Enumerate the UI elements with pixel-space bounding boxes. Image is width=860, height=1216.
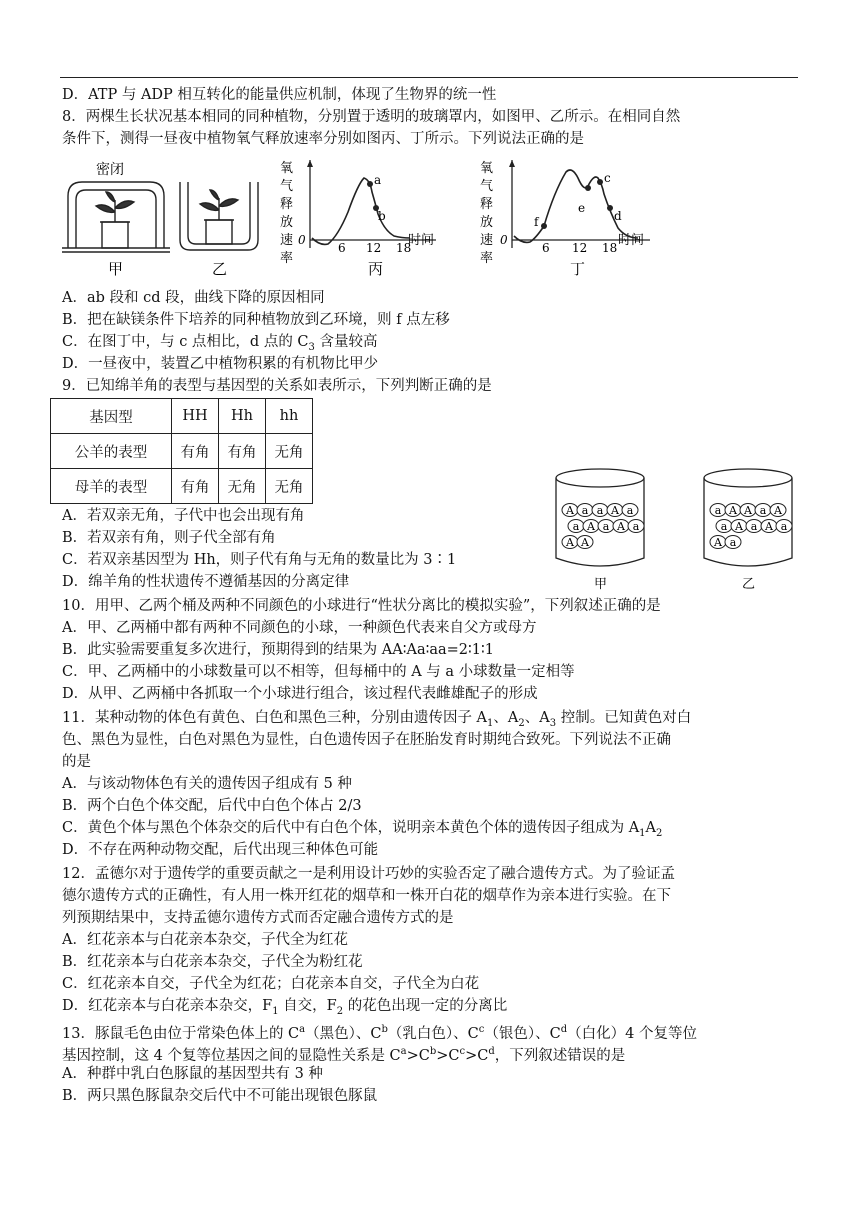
- q11-stem-line3: 的是: [62, 754, 91, 770]
- ball-label: a: [750, 520, 758, 533]
- graph-bing: [280, 160, 436, 278]
- q12-option-c: C．红花亲本自交，子代全为红花；白花亲本自交，子代全为白花: [62, 976, 480, 992]
- ball-label: A: [744, 504, 752, 517]
- ball-label: A: [581, 536, 589, 549]
- ball-label: A: [729, 504, 737, 517]
- q8-option-b: B．把在缺镁条件下培养的同种植物放到乙环境，则 f 点左移: [62, 312, 450, 328]
- table-row: 母羊的表型 有角 无角 无角: [51, 469, 313, 504]
- q10-stem: 10．用甲、乙两个桶及两种不同颜色的小球进行“性状分离比的模拟实验”，下列叙述正确的是: [62, 598, 661, 614]
- genotype-table: [50, 398, 313, 504]
- q9-stem: 9．已知绵羊角的表型与基因型的关系如表所示，下列判断正确的是: [62, 378, 492, 394]
- svg-text:释: 释: [480, 197, 494, 212]
- q9-option-b: B．若双亲有角，则子代全部有角: [62, 530, 276, 546]
- q9-option-c: C．若双亲基因型为 Hh，则子代有角与无角的数量比为 3∶1: [62, 552, 457, 568]
- q12-stem-line2: 德尔遗传方式的正确性，有人用一株开红花的烟草和一株开白花的烟草作为亲本进行实验。在下: [62, 888, 671, 904]
- sealed-label: 密闭: [96, 162, 124, 178]
- svg-text:时间: 时间: [618, 233, 645, 248]
- ball-label: a: [596, 504, 604, 517]
- q10-option-a: A．甲、乙两桶中都有两种不同颜色的小球，一种颜色代表来自父方或母方: [62, 620, 537, 636]
- svg-text:a: a: [374, 173, 382, 187]
- svg-text:18: 18: [602, 241, 618, 255]
- svg-text:氧: 氧: [480, 161, 494, 176]
- q8-option-c: C．在图丁中，与 c 点相比，d 点的 $C_3$ 含量较高: [62, 334, 378, 353]
- ball-label: a: [626, 504, 634, 517]
- svg-text:气: 气: [280, 179, 294, 194]
- balls-jia: [562, 504, 644, 550]
- svg-text:丙: 丙: [368, 260, 384, 278]
- ball-label: a: [759, 504, 767, 517]
- ball-label: a: [572, 520, 580, 533]
- ball-label: A: [587, 520, 595, 533]
- q10-option-b: B．此实验需要重复多次进行，预期得到的结果为 AA∶Aa∶aa=2∶1∶1: [62, 642, 495, 658]
- ball-label: a: [581, 504, 589, 517]
- svg-text:速: 速: [480, 233, 494, 248]
- q8-figure: [62, 152, 702, 284]
- graph-ding: [480, 160, 650, 278]
- q12-option-b: B．红花亲本与白花亲本杂交，子代全为粉红花: [62, 954, 363, 970]
- svg-text:放: 放: [480, 215, 494, 230]
- svg-text:0: 0: [500, 233, 508, 247]
- svg-text:0: 0: [298, 233, 306, 247]
- ball-label: a: [729, 536, 737, 549]
- q12-option-a: A．红花亲本与白花亲本杂交，子代全为红花: [62, 932, 348, 948]
- svg-text:氧: 氧: [280, 161, 294, 176]
- svg-text:放: 放: [280, 215, 294, 230]
- ball-label: a: [780, 520, 788, 533]
- svg-text:f: f: [534, 215, 539, 229]
- svg-text:率: 率: [280, 251, 294, 266]
- balls-yi: [710, 504, 792, 550]
- q11-stem-line2: 色、黑色为显性，白色对黑色为显性，白色遗传因子在胚胎发育时期纯合致死。下列说法不正确: [62, 732, 671, 748]
- q8-option-d: D．一昼夜中，装置乙中植物积累的有机物比甲少: [62, 356, 379, 372]
- header-rule: [60, 77, 798, 78]
- svg-text:6: 6: [338, 241, 346, 255]
- q7-option-d: D．ATP 与 ADP 相互转化的能量供应机制，体现了生物界的统一性: [62, 87, 497, 103]
- svg-text:b: b: [378, 209, 386, 223]
- svg-text:率: 率: [480, 251, 494, 266]
- svg-text:6: 6: [542, 241, 550, 255]
- q11-option-c: C．黄色个体与黑色个体杂交的后代中有白色个体，说明亲本黄色个体的遗传因子组成为 $A_1A_2$: [62, 820, 663, 839]
- q8-stem-line2: 条件下，测得一昼夜中植物氧气释放速率分别如图丙、丁所示。下列说法正确的是: [62, 131, 584, 147]
- table-header-row: 基因型 HH Hh hh: [51, 399, 313, 434]
- bucket-label-jia: 甲: [594, 577, 608, 590]
- q12-stem-line3: 列预期结果中，支持孟德尔遗传方式而否定融合遗传方式的是: [62, 910, 454, 926]
- ball-label: A: [617, 520, 625, 533]
- ball-label: A: [765, 520, 773, 533]
- ball-label: A: [735, 520, 743, 533]
- q9-option-d: D．绵羊角的性状遗传不遵循基因的分离定律: [62, 574, 350, 590]
- svg-text:d: d: [614, 209, 622, 223]
- svg-text:时间: 时间: [408, 233, 435, 248]
- q12-stem-line1: 12．孟德尔对于遗传学的重要贡献之一是利用设计巧妙的实验否定了融合遗传方式。为了验证孟: [62, 866, 675, 882]
- ball-label: a: [632, 520, 640, 533]
- q11-option-a: A．与该动物体色有关的遗传因子组成有 5 种: [62, 776, 352, 792]
- label-jia: 甲: [108, 260, 124, 278]
- svg-text:速: 速: [280, 233, 294, 248]
- bucket-label-yi: 乙: [742, 577, 756, 590]
- table-row: 公羊的表型 有角 有角 无角: [51, 434, 313, 469]
- bucket-jia: [556, 469, 644, 566]
- q10-option-d: D．从甲、乙两桶中各抓取一个小球进行组合，该过程代表雌雄配子的形成: [62, 686, 538, 702]
- svg-text:12: 12: [366, 241, 382, 255]
- ball-label: A: [611, 504, 619, 517]
- svg-text:c: c: [604, 171, 611, 185]
- q8-stem-line1: 8．两棵生长状况基本相同的同种植物，分别置于透明的玻璃罩内，如图甲、乙所示。在相同自然: [62, 109, 681, 125]
- q9-option-a: A．若双亲无角，子代中也会出现有角: [62, 508, 305, 524]
- q11-option-d: D．不存在两种动物交配，后代出现三种体色可能: [62, 842, 379, 858]
- svg-text:18: 18: [396, 241, 412, 255]
- q8-option-a: A．ab 段和 cd 段，曲线下降的原因相同: [62, 290, 325, 306]
- label-yi: 乙: [212, 260, 228, 278]
- svg-text:e: e: [578, 201, 586, 215]
- svg-text:释: 释: [280, 197, 294, 212]
- q10-option-c: C．甲、乙两桶中的小球数量可以不相等，但每桶中的 A 与 a 小球数量一定相等: [62, 664, 575, 680]
- buckets-figure: [548, 466, 808, 590]
- ball-label: A: [566, 504, 574, 517]
- apparatus-jia: [62, 182, 170, 252]
- ball-label: a: [602, 520, 610, 533]
- q13-stem-line1: 13．豚鼠毛色由位于常染色体上的 $C^a$（黑色）、$C^b$（乳白色）、$C^c$（银色）、$C^d$（白化）4 个复等位: [62, 1024, 697, 1042]
- ball-label: a: [720, 520, 728, 533]
- q11-option-b: B．两个白色个体交配，后代中白色个体占 2/3: [62, 798, 362, 814]
- q13-option-a: A．种群中乳白色豚鼠的基因型共有 3 种: [62, 1066, 323, 1082]
- apparatus-yi: [180, 182, 258, 250]
- bucket-yi: [704, 469, 792, 566]
- q12-option-d: D．红花亲本与白花亲本杂交，$F_1$ 自交，$F_2$ 的花色出现一定的分离比: [62, 998, 508, 1017]
- q13-option-b: B．两只黑色豚鼠杂交后代中不可能出现银色豚鼠: [62, 1088, 378, 1104]
- q13-stem-line2: 基因控制，这 4 个复等位基因之间的显隐性关系是 $C^a>C^b>C^c>C^d$，下列叙述错误的是: [62, 1046, 626, 1064]
- ball-label: a: [714, 504, 722, 517]
- ball-label: A: [566, 536, 574, 549]
- svg-text:气: 气: [480, 179, 494, 194]
- svg-text:12: 12: [572, 241, 588, 255]
- ball-label: A: [774, 504, 782, 517]
- q11-stem-line1: 11．某种动物的体色有黄色、白色和黑色三种，分别由遗传因子 $A_1$、$A_2$、$A_3$ 控制。已知黄色对白: [62, 710, 692, 729]
- ball-label: A: [714, 536, 722, 549]
- svg-text:丁: 丁: [570, 260, 586, 278]
